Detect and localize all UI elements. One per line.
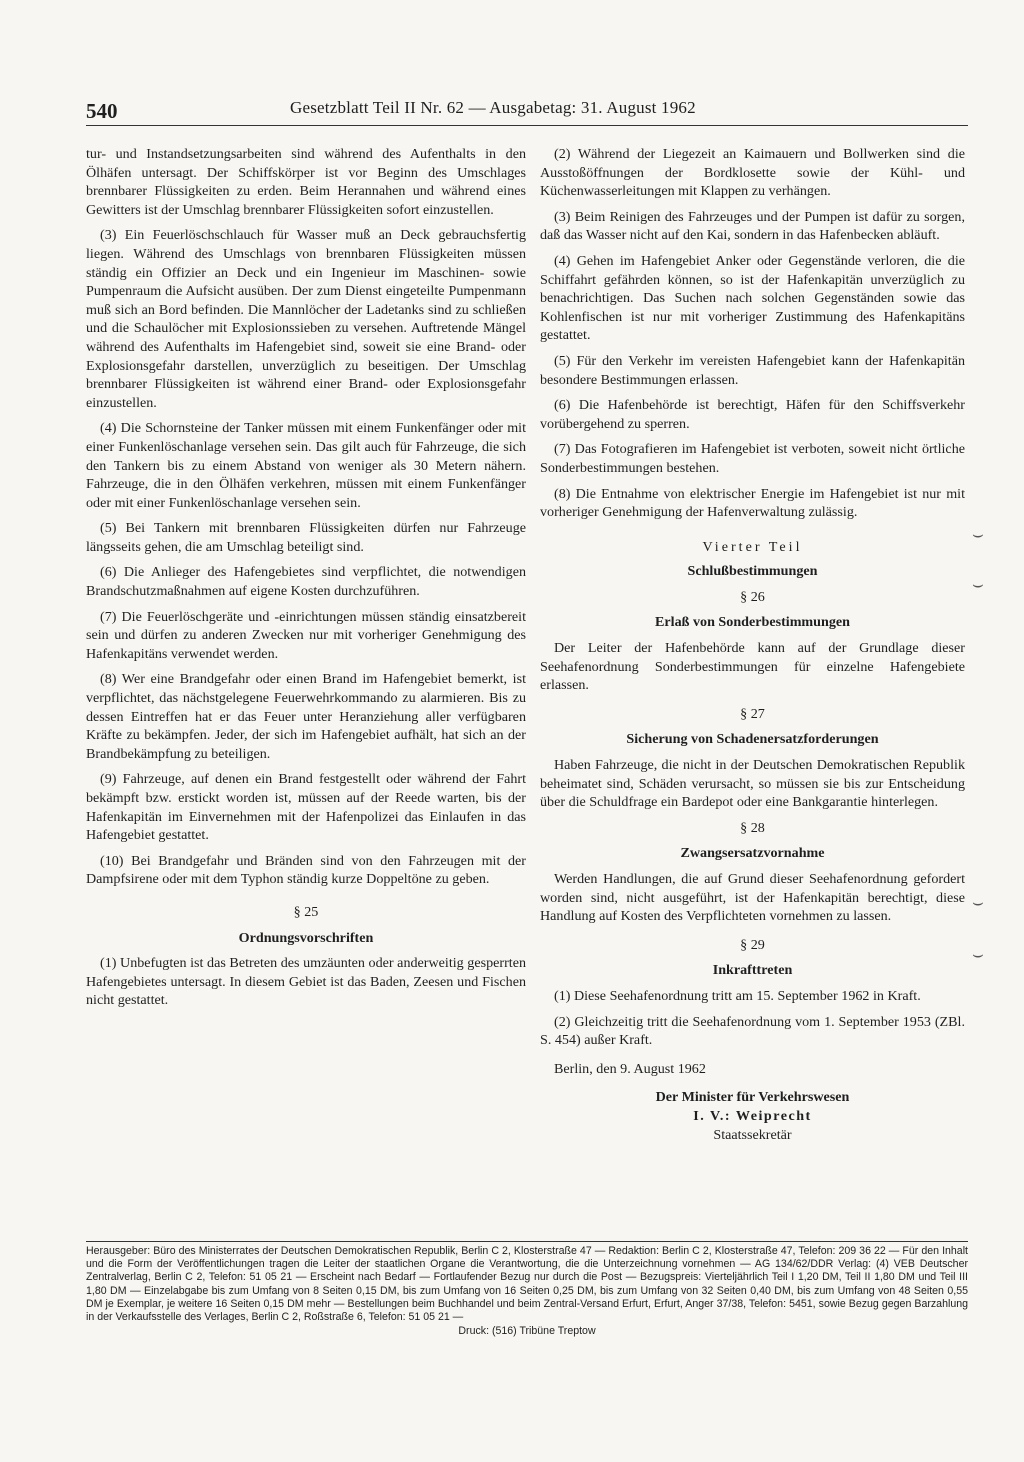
section-heading: Zwangsersatzvornahme [680,845,825,862]
paragraph: tur- und Instandsetzungsarbeiten sind während des Aufenthalts in den Ölhäfen untersagt. Der Schiffskörper ist vor Beginn des Umschlages brennbarer Flüssigkeiten zu erden. Beim Herannahen und während eines Gewitters ist der Umschlag brennbarer Flüssigkeiten sofort einzustellen. [86,146,526,218]
paragraph: (8) Wer eine Brandgefahr oder einen Brand im Hafengebiet bemerkt, ist verpflichtet, das nächstgelegene Feuerwehrkommando zu alarmieren. Bis zu dessen Eintreffen hat er das Feuer unter Heranziehung aller verfügbaren Kräfte zu bekämpfen. Jeder, der sich im Hafengebiet aufhält, hat sich an der Brandbekämpfung zu beteiligen. [86,671,526,762]
page-number: 540 [86,99,118,123]
signatory-role: Staatssekretär [713,1127,792,1144]
paragraph: (4) Gehen im Hafengebiet Anker oder Gegenstände verloren, die die Schiffahrt gefährden können, so ist der Hafenkapitän unverzüglich zu benachrichtigen. Das Suchen nach solchen Gegenständen sowie das Kohlenfischen ist nur mit vorheriger Zustimmung des Hafenkapitäns gestattet. [540,252,965,344]
paragraph: (2) Während der Liegezeit an Kaimauern und Bollwerken sind die Ausstoßöffnungen der Bordklosette sowie der Kühl- und Küchenwasserleitungen mit Klappen zu verhängen. [540,146,965,200]
section-heading: Ordnungsvorschriften [238,929,374,946]
imprint-text: Herausgeber: Büro des Ministerrates der Deutschen Demokratischen Republik, Berlin C 2, Klosterstraße 47 — Redaktion: Berlin C 2, Klosterstraße 47, Telefon: 209 36 22 — Für den Inhalt und die Form der Veröffentlichungen tragen die Leiter der staatlichen Organe die Verantwortung, die die Unterzeichnung vornehmen — AG 134/62/DDR Verlag: (4) VEB Deutscher Zentralverlag, Berlin C 2, Telefon: 51 05 21 — Erscheint nach Bedarf — Fortlaufender Bezug nur durch die Post — Bezugspreis: Vierteljährlich Teil I 1,20 DM, Teil II 1,80 DM und Teil III 1,80 DM — Einzelabgabe bis zum Umfang von 8 Seiten 0,15 DM, bis zum Umfang von 16 Seiten 0,25 DM, bis zum Umfang von 32 Seiten 0,40 DM, bis zum Umfang von 48 Seiten 0,55 DM je Exemplar, je weitere 16 Seiten 0,15 DM mehr — Bestellungen beim Buchhandel und beim Zentral-Versand Erfurt, Erfurt, Anger 37/38, Telefon: 5451, sowie Bezug gegen Barzahlung in der Verkaufsstelle des Verlages, Berlin C 2, Roßstraße 6, Telefon: 51 05 21 — [86,1245,968,1324]
paragraph: (3) Beim Reinigen des Fahrzeuges und der Pumpen ist dafür zu sorgen, daß das Wasser nicht auf den Kai, sondern in das Hafenbecken abläuft. [540,208,965,244]
margin-mark-icon: ⌣ [972,524,984,544]
paragraph: (8) Die Entnahme von elektrischer Energie im Hafengebiet ist nur mit vorheriger Genehmigung der Hafenverwaltung zulässig. [540,485,965,521]
section-number: § 29 [740,936,765,953]
margin-mark-icon: ⌣ [972,892,984,912]
signatory-name: I. V.: Weiprecht [693,1108,812,1125]
signatory-office: Der Minister für Verkehrswesen [655,1089,850,1106]
section-number: § 27 [740,705,765,722]
paragraph: Haben Fahrzeuge, die nicht in der Deutschen Demokratischen Republik beheimatet sind, Schäden verursacht, so müssen sie bis zur Entscheidung über die Schuldfrage ein Bardepot oder eine Bankgarantie hinterlegen. [540,757,965,811]
paragraph: Der Leiter der Hafenbehörde kann auf der Grundlage dieser Seehafenordnung Sonderbestimmungen für einzelne Hafengebiete erlassen. [540,640,965,694]
signature-block [540,1088,965,1145]
running-header: Gesetzblatt Teil II Nr. 62 — Ausgabetag: 31. August 1962 [290,98,696,117]
place-date: Berlin, den 9. August 1962 [554,1060,706,1077]
paragraph: (6) Die Anlieger des Hafengebietes sind verpflichtet, die notwendigen Brandschutzmaßnahmen auf eigene Kosten durchzuführen. [86,564,526,600]
paragraph: (5) Bei Tankern mit brennbaren Flüssigkeiten dürfen nur Fahrzeuge längsseits gehen, die am Umschlag beteiligt sind. [86,520,526,555]
right-column [540,145,965,1145]
section-number: § 28 [740,819,765,836]
paragraph: (1) Unbefugten ist das Betreten des umzäunten oder anderweitig gesperrten Hafengebietes untersagt. In diesem Gebiet ist das Baden, Zeesen und Fischen nicht gestattet. [86,955,526,1009]
part-heading: Schlußbestimmungen [687,563,818,580]
part-title: Vierter Teil [702,538,803,555]
paragraph: (7) Die Feuerlöschgeräte und -einrichtungen müssen ständig einsatzbereit sein und dürfen zu anderen Zwecken nur mit vorheriger Genehmigung des Hafenkapitäns verwendet werden. [86,608,526,662]
paragraph: (7) Das Fotografieren im Hafengebiet ist verboten, soweit nicht örtliche Sonderbestimmungen bestehen. [540,441,965,476]
margin-mark-icon: ⌣ [972,944,984,964]
section-number: § 26 [740,588,765,605]
paragraph: (10) Bei Brandgefahr und Bränden sind von den Fahrzeugen mit der Dampfsirene oder mit dem Typhon ständig kurze Doppeltöne zu geben. [86,852,526,888]
section-number: § 25 [293,903,319,920]
paragraph: (3) Ein Feuerlöschschlauch für Wasser muß an Deck gebrauchsfertig liegen. Während des Umschlags von brennbaren Flüssigkeiten müssen ständig ein Offizier an Deck und ein Ingenieur im Maschinen- sowie Pumpenraum die Aufsicht ausüben. Der zum Dienst eingeteilte Pumpenmann muß sich an Bord befinden. Die Mannlöcher der Ladetanks sind zu schließen und die Schaulöcher mit Explosionssieben zu versehen. Auftretende Mängel während des Aufenthalts im Hafengebiet sind, soweit sie eine Brand- oder Explosionsgefahr darstellen, unverzüglich zu beseitigen. Der Umschlag brennbarer Flüssigkeiten ist während einer Brand- oder Explosionsgefahr einzustellen. [86,227,526,411]
margin-mark-icon: ⌣ [972,574,984,594]
section-heading: Sicherung von Schadenersatzforderungen [626,731,879,748]
paragraph: Werden Handlungen, die auf Grund dieser Seehafenordnung gefordert worden sind, nicht ausgeführt, ist der Hafenkapitän berechtigt, diese Handlung auf Kosten des Verpflichteten vornehmen zu lassen. [540,871,965,925]
section-heading: Inkrafttreten [712,962,793,979]
printer-line: Druck: (516) Tribüne Treptow [458,1325,596,1338]
left-column [86,145,526,1017]
header-rule [86,125,968,126]
paragraph: (9) Fahrzeuge, auf denen ein Brand festgestellt oder während der Fahrt bekämpft bzw. erstickt worden ist, müssen auf der Reede warten, bis der Hafenkapitän im Einvernehmen mit der Hafenpolizei das Einlaufen in das Hafengebiet gestattet. [86,771,526,844]
imprint-footer [86,1241,968,1338]
section-heading: Erlaß von Sonderbestimmungen [655,614,850,631]
paragraph: (5) Für den Verkehr im vereisten Hafengebiet kann der Hafenkapitän besondere Bestimmungen erlassen. [540,352,965,388]
paragraph: (6) Die Hafenbehörde ist berechtigt, Häfen für den Schiffsverkehr vorübergehend zu sperren. [540,397,965,432]
paragraph: (2) Gleichzeitig tritt die Seehafenordnung vom 1. September 1953 (ZBl. S. 454) außer Kraft. [540,1013,965,1049]
paragraph: (1) Diese Seehafenordnung tritt am 15. September 1962 in Kraft. [554,987,921,1004]
paragraph: (4) Die Schornsteine der Tanker müssen mit einem Funkenfänger oder mit einer Funkenlöschanlage versehen sein. Das gilt auch für Fahrzeuge, die sich den Tankern bis zu einem Abstand von weniger als 30 Metern nähern. Fahrzeuge, die in den Ölhäfen verkehren, müssen mit einem Funkenfänger oder mit einer Funkenlöschanlage versehen sein. [86,420,526,511]
